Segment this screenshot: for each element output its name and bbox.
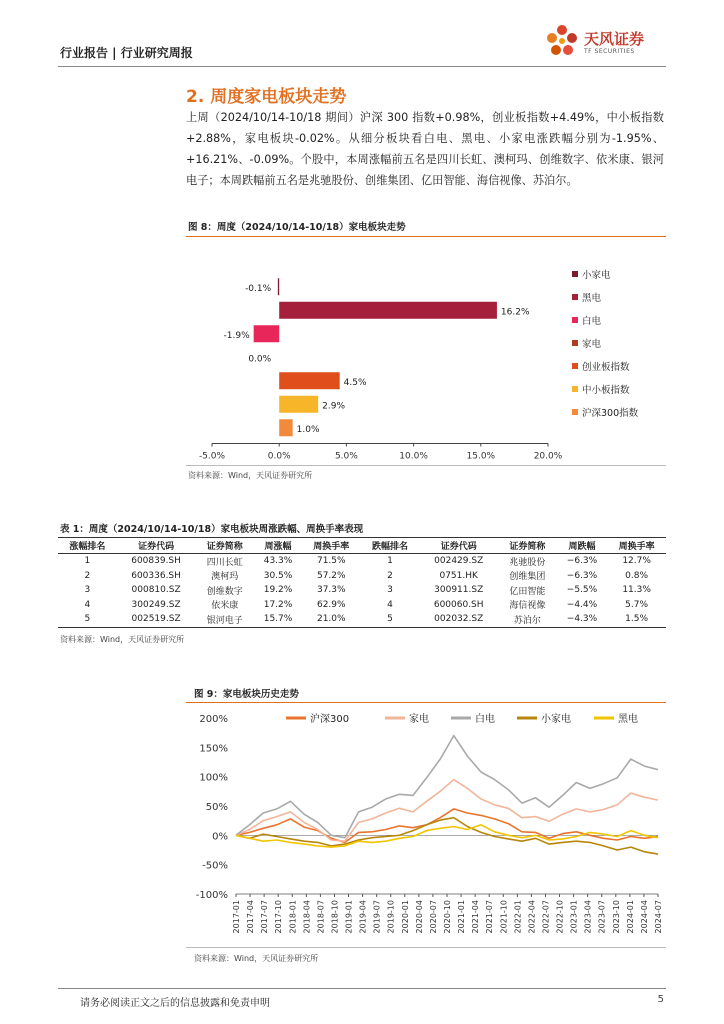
brand-name: 天风证券 (584, 30, 645, 48)
fig9-y-tick-label: 200% (199, 714, 228, 725)
fig9-x-tick-label: 2017-04 (246, 900, 256, 934)
fig8-title: 图 8：周度（2024/10/14-10/18）家电板块走势 (188, 222, 406, 233)
fig8-legend-swatch (572, 409, 578, 415)
table1-cell: 30.5% (263, 570, 293, 581)
fig9-x-tick-label: 2022-07 (541, 900, 551, 934)
fig8-x-tick-label: -5.0% (198, 451, 226, 462)
table1-cell: 1.5% (607, 612, 666, 627)
table1-cell: 银河电子 (195, 612, 254, 627)
fig9-legend-label: 沪深300 (310, 714, 350, 725)
fig8-data-label: 1.0% (296, 424, 320, 435)
report-category: 行业报告 | 行业研究周报 (60, 46, 193, 60)
table1-header-cell: 证券代码 (117, 538, 196, 554)
table1-header-cell: 周换手率 (302, 538, 361, 554)
table1-cell: −6.3% (566, 556, 598, 567)
table1-cell: 12.7% (622, 556, 651, 567)
fig9-x-tick-label: 2020-04 (414, 900, 424, 934)
header-divider (58, 66, 666, 67)
table1-header-cell: 证券简称 (195, 538, 254, 554)
fig9-legend-label: 黑电 (618, 714, 638, 725)
table1-cell: 3 (84, 585, 91, 596)
fig8-legend-swatch (572, 294, 578, 300)
section-title: 2. 周度家电板块走势 (186, 87, 347, 107)
fig9-y-tick-label: 150% (199, 743, 228, 755)
table1-cell: −5.5% (566, 585, 598, 596)
fig8-data-label: 16.2% (500, 307, 530, 318)
table1-cell: 17.2% (263, 599, 293, 610)
table1-cell: 002519.SZ (117, 612, 196, 627)
table1-cell: 600060.SH (433, 599, 484, 610)
fig9-x-tick-label: 2018-01 (288, 900, 298, 934)
table1-cell: 0751.HK (439, 570, 478, 581)
table1-cell: 0.8% (625, 570, 649, 581)
fig9-x-tick-label: 2019-01 (344, 900, 354, 934)
table1-header-cell: 周涨幅 (254, 538, 302, 554)
table1-header-cell: 跌幅排名 (361, 538, 420, 554)
fig9-x-tick-label: 2023-10 (611, 900, 621, 934)
fig9-legend-label: 白电 (475, 714, 495, 725)
fig9-x-tick-label: 2020-07 (428, 900, 438, 934)
table1-cell: 5.7% (625, 599, 649, 610)
fig9-top-rule (186, 702, 666, 703)
fig8-chart (186, 240, 666, 464)
footer-divider (58, 988, 666, 989)
table1-source: 资料来源：Wind，天风证券研究所 (60, 635, 185, 644)
fig9-x-tick-label: 2024-01 (625, 900, 635, 934)
table1-cell: 21.0% (302, 612, 361, 627)
brand-logo (544, 22, 664, 62)
table1-cell: 5 (361, 612, 420, 627)
table1-cell: 57.2% (316, 570, 346, 581)
fig8-bar (279, 302, 497, 319)
fig9-x-tick-label: 2024-04 (639, 900, 649, 934)
fig8-legend-label: 小家电 (582, 270, 611, 281)
fig8-legend-label: 中小板指数 (582, 385, 630, 396)
fig8-x-tick-label: 20.0% (533, 451, 563, 462)
fig9-x-tick-label: 2023-07 (597, 900, 607, 934)
table1-cell: 300911.SZ (434, 585, 484, 596)
fig9-x-tick-label: 2018-07 (316, 900, 326, 934)
fig9-x-tick-label: 2022-04 (527, 900, 537, 934)
fig9-x-tick-label: 2019-04 (358, 900, 368, 934)
fig8-x-tick-label: 10.0% (399, 451, 428, 462)
table1-cell: 19.2% (263, 585, 293, 596)
table1-row (58, 598, 666, 613)
table1-cell: 5 (58, 612, 117, 627)
fig9-x-tick-label: 2023-04 (583, 900, 593, 934)
fig8-legend-swatch (572, 340, 578, 346)
fig8-source: 资料来源：Wind，天风证券研究所 (188, 471, 313, 480)
table1-cell: 澳柯玛 (211, 572, 239, 583)
fig9-source: 资料来源：Wind，天风证券研究所 (194, 954, 319, 963)
fig9-x-tick-label: 2018-10 (330, 900, 340, 934)
page-number: 5 (657, 994, 664, 1005)
fig8-legend-label: 创业板指数 (582, 362, 630, 373)
fig8-data-label: 2.9% (322, 401, 346, 412)
fig9-x-tick-label: 2021-07 (485, 900, 495, 934)
table1-row (58, 569, 666, 584)
table1-cell: 600336.SH (131, 570, 181, 581)
fig9-series-line (236, 736, 658, 838)
table1-cell: −6.3% (566, 570, 598, 581)
fig9-x-tick-label: 2024-07 (654, 900, 663, 934)
table1-header-cell: 证券简称 (498, 538, 557, 554)
fig9-series-line (236, 809, 658, 843)
table1-cell: 2 (387, 570, 393, 581)
table1-cell: 37.3% (316, 585, 346, 596)
fig9-y-tick-label: -50% (202, 860, 228, 872)
table1-cell: 300249.SZ (131, 599, 181, 610)
table1-title: 表 1：周度（2024/10/14-10/18）家电板块周涨跌幅、周换手率表现 (60, 524, 364, 535)
table1-cell: 600839.SH (131, 556, 181, 567)
fig8-legend-swatch (572, 386, 578, 392)
fig9-title: 图 9：家电板块历史走势 (194, 689, 299, 700)
fig9-x-tick-label: 2017-07 (260, 900, 270, 934)
fig8-legend-label: 沪深300指数 (582, 408, 639, 419)
fig8-bar (254, 325, 280, 342)
fig8-legend-swatch (572, 271, 578, 277)
fig8-legend-label: 黑电 (582, 293, 602, 304)
fig8-legend-label: 白电 (582, 316, 602, 327)
table1-cell: 1 (84, 556, 91, 567)
table1-cell: 四川长虹 (206, 557, 243, 568)
fig9-legend-label: 小家电 (541, 714, 571, 725)
table1-cell: 002032.SZ (419, 612, 498, 627)
table1-cell: −4.4% (566, 599, 598, 610)
fig8-legend-label: 家电 (582, 339, 602, 350)
table1-row (58, 583, 666, 598)
fig9-x-tick-label: 2023-01 (569, 900, 579, 934)
fig8-x-tick-label: 15.0% (466, 451, 496, 462)
table1-cell: 4 (84, 599, 91, 610)
fig8-legend-swatch (572, 317, 578, 323)
fig8-bar (278, 278, 279, 295)
fig9-y-tick-label: 0% (212, 831, 228, 843)
fig8-bar (279, 396, 318, 413)
table1-header-cell: 涨幅排名 (58, 538, 117, 554)
table1-header-cell: 证券代码 (419, 538, 498, 554)
table1-cell: 1 (387, 556, 393, 567)
table1-cell: 002429.SZ (434, 556, 484, 567)
fig9-x-tick-label: 2020-10 (443, 900, 452, 934)
fig9-x-tick-label: 2022-10 (555, 900, 565, 934)
table1-header-cell: 周换手率 (607, 538, 666, 554)
fig8-bar (279, 419, 292, 436)
fig9-x-tick-label: 2017-01 (232, 900, 241, 934)
fig9-y-tick-label: 50% (205, 802, 228, 813)
fig8-data-label: 4.5% (343, 377, 367, 388)
fig8-data-label: -0.1% (245, 283, 272, 294)
fig9-bottom-rule (186, 947, 666, 948)
table1-cell: 15.7% (254, 612, 302, 627)
section-paragraph: 上周（2024/10/14-10/18 期间）沪深 300 指数+0.98%，创业板指数+4.49%，中小板指数+2.88%，家电板块-0.02%。从细分板块看白电、黑电、小家电涨跌幅分别为-1.95%、+16.21%、-0.09%。个股中，本周涨幅前五名是四川长虹、澳柯玛、创维数字、依米康、银河电子；本周跌幅前五名是兆驰股份、创维集团、亿田智能、海信视像、苏泊尔。 (186, 111, 664, 187)
table1-header-cell: 周跌幅 (557, 538, 607, 554)
table1-cell: 3 (387, 585, 393, 596)
fig9-chart (186, 704, 666, 944)
fig8-data-label: -1.9% (223, 330, 250, 341)
fig9-x-tick-label: 2019-07 (372, 900, 382, 934)
table1-row (58, 612, 666, 627)
fig8-legend-swatch (572, 363, 578, 369)
fig9-x-tick-label: 2017-10 (274, 900, 284, 934)
table1-cell: 2 (84, 570, 91, 581)
fig9-x-tick-label: 2021-04 (471, 900, 481, 934)
table1 (58, 537, 666, 628)
fig9-x-tick-label: 2018-04 (302, 900, 312, 934)
fig9-x-tick-label: 2021-10 (499, 900, 509, 934)
table1-cell: 苏泊尔 (498, 612, 557, 627)
fig9-legend-label: 家电 (409, 714, 429, 725)
fig9-x-tick-label: 2019-10 (386, 900, 396, 934)
fig9-x-tick-label: 2020-01 (400, 900, 410, 934)
table1-cell: 创维集团 (509, 572, 546, 583)
fig8-bottom-rule (186, 465, 666, 466)
table1-cell: 依米康 (211, 601, 239, 612)
fig8-bar (279, 372, 339, 389)
table1-cell: 亿田智能 (509, 586, 546, 597)
fig8-top-rule (186, 236, 666, 237)
table1-cell: 000810.SZ (131, 585, 181, 596)
table1-row (58, 554, 666, 569)
table1-cell: 11.3% (622, 585, 651, 596)
brand-flower-icon (544, 22, 580, 62)
table1-cell: 4 (387, 599, 393, 610)
fig9-y-tick-label: -100% (195, 890, 228, 901)
table1-cell: −4.3% (557, 612, 607, 627)
table1-cell: 创维数字 (206, 586, 243, 597)
fig9-x-tick-label: 2021-01 (457, 900, 467, 934)
table1-cell: 71.5% (316, 556, 346, 567)
table1-cell: 43.3% (263, 556, 293, 567)
table1-cell: 62.9% (316, 599, 346, 610)
brand-subtitle: TF SECURITIES (584, 48, 635, 55)
table1-cell: 海信视像 (509, 601, 546, 612)
fig8-x-tick-label: 0.0% (267, 451, 291, 462)
fig8-data-label: 0.0% (248, 354, 272, 365)
fig9-y-tick-label: 100% (199, 772, 228, 784)
table1-cell: 兆驰股份 (509, 557, 546, 568)
footer-disclaimer: 请务必阅读正文之后的信息披露和免责申明 (80, 998, 270, 1009)
fig9-x-tick-label: 2022-01 (513, 900, 523, 934)
fig8-x-tick-label: 5.0% (334, 451, 358, 462)
